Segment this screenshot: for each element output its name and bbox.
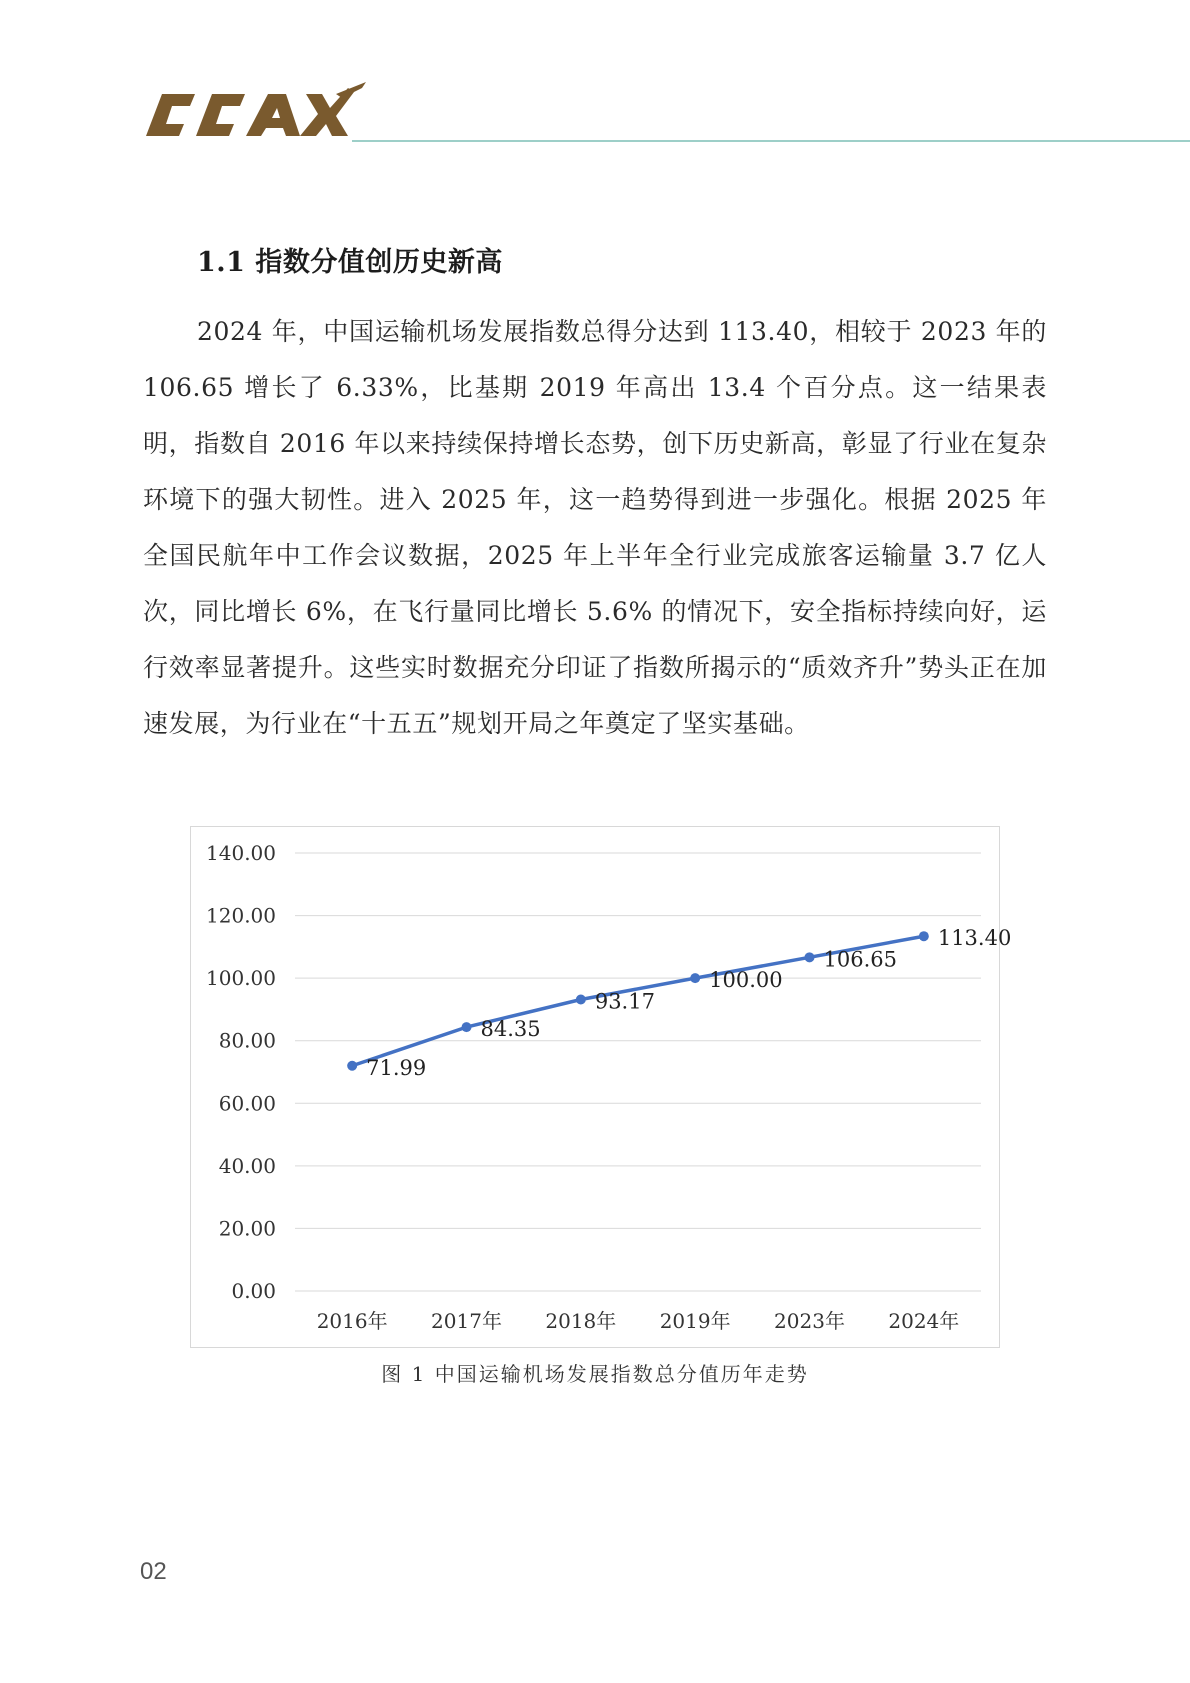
- y-tick-label: 0.00: [231, 1279, 276, 1303]
- data-point: [347, 1061, 357, 1071]
- y-tick-label: 20.00: [218, 1216, 276, 1241]
- data-point: [462, 1022, 472, 1032]
- header-divider: [352, 140, 1190, 142]
- y-tick-label: 140.00: [206, 841, 276, 865]
- data-label: 84.35: [480, 1017, 541, 1042]
- data-label: 106.65: [823, 947, 897, 972]
- y-tick-label: 40.00: [218, 1153, 276, 1178]
- data-label: 100.00: [709, 968, 783, 993]
- x-tick-label: 2019年: [659, 1309, 731, 1333]
- line-chart: [190, 826, 1012, 1348]
- x-tick-label: 2023年: [774, 1309, 845, 1333]
- data-point: [690, 973, 700, 983]
- x-tick-label: 2017年: [431, 1309, 502, 1333]
- y-tick-label: 60.00: [218, 1091, 276, 1116]
- figure-caption: 图 1 中国运输机场发展指数总分值历年走势: [381, 1362, 809, 1386]
- x-tick-label: 2016年: [316, 1309, 388, 1333]
- y-tick-label: 100.00: [206, 966, 276, 991]
- chart-canvas: [191, 827, 1012, 1347]
- page-number: 02: [140, 1558, 167, 1585]
- y-tick-label: 120.00: [206, 903, 276, 928]
- data-label: 71.99: [366, 1055, 427, 1080]
- ccaa-logo: [140, 82, 370, 146]
- data-point: [576, 995, 586, 1005]
- data-label: 113.40: [937, 926, 1012, 951]
- data-point: [919, 931, 929, 941]
- section-heading: 1.1 指数分值创历史新高: [197, 247, 503, 278]
- x-tick-label: 2018年: [545, 1309, 617, 1333]
- body-paragraph: 2024 年，中国运输机场发展指数总得分达到 113.40，相较于 2023 年的 106.65 增长了 6.33%，比基期 2019 年高出 13.4 个百分点。这一结果表明，指数自 2016 年以来持续保持增长态势，创下历史新高，彰显了行业在复杂环境下的强大韧性。进入 2025 年，这一趋势得到进一步强化。根据 2025 年全国民航年中工作会议数据，2025 年上半年全行业完成旅客运输量 3.7 亿人次，同比增长 6%，在飞行量同比增长 5.6% 的情况下，安全指标持续向好，运行效率显著提升。这些实时数据充分印证了指数所揭示的“质效齐升”势头正在加速发展，为行业在“十五五”规划开局之年奠定了坚实基础。: [143, 317, 1047, 738]
- data-label: 93.17: [594, 989, 655, 1014]
- x-tick-label: 2024年: [888, 1309, 960, 1333]
- y-tick-label: 80.00: [218, 1028, 276, 1053]
- data-point: [805, 952, 815, 962]
